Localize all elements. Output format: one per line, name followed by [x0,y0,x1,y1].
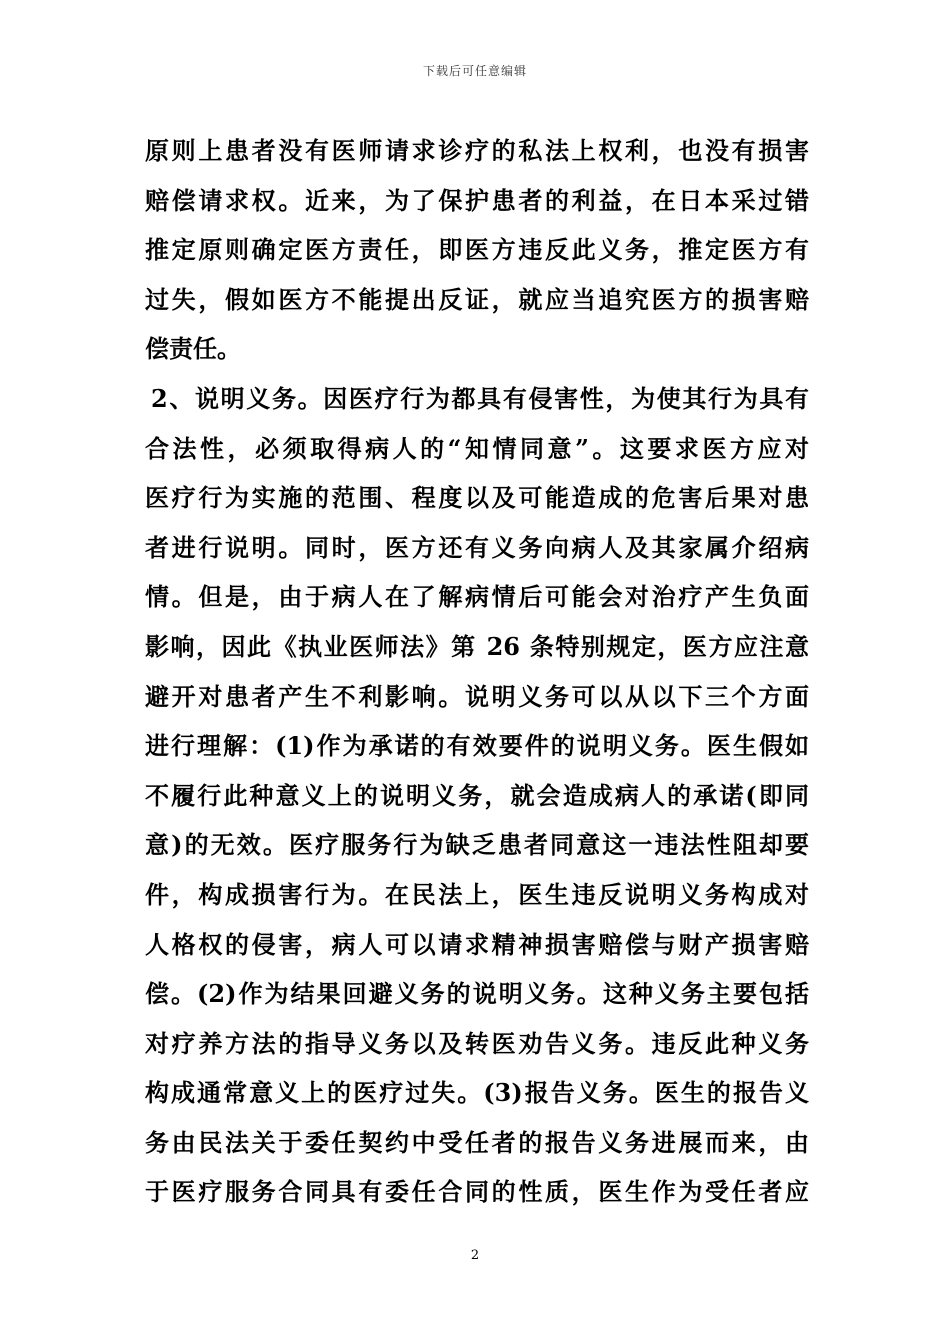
text-line: 对疗养方法的指导义务以及转医劝告义务。违反此种义务 [145,1028,809,1058]
page-number: 2 [470,1248,480,1263]
body-text [145,126,809,1217]
text-line: 2、说明义务。因医疗行为都具有侵害性，为使其行为具有 [151,383,809,413]
text-line: 者进行说明。同时，医方还有义务向病人及其家属介绍病 [145,532,809,562]
page-header: 下载后可任意编辑 [422,64,527,78]
text-line: 意)的无效。医疗服务行为缺乏患者同意这一违法性阻却要 [145,830,809,860]
text-line: 于医疗服务合同具有委任合同的性质，医生作为受任者应 [145,1177,809,1207]
text-line: 人格权的侵害，病人可以请求精神损害赔偿与财产损害赔 [145,929,809,959]
text-line: 赔偿请求权。近来，为了保护患者的利益，在日本采过错 [145,185,809,215]
text-line: 构成通常意义上的医疗过失。(3)报告义务。医生的报告义 [145,1078,809,1108]
text-line: 医疗行为实施的范围、程度以及可能造成的危害后果对患 [145,483,809,513]
text-line: 影响，因此《执业医师法》第 26 条特别规定，医方应注意 [145,631,809,661]
text-line: 推定原则确定医方责任，即医方违反此义务，推定医方有 [145,235,809,265]
text-line: 不履行此种意义上的说明义务，就会造成病人的承诺(即同 [145,780,809,810]
text-line: 过失，假如医方不能提出反证，就应当追究医方的损害赔 [145,284,809,314]
text-line: 避开对患者产生不利影响。说明义务可以从以下三个方面 [145,681,809,711]
text-line: 件，构成损害行为。在民法上，医生违反说明义务构成对 [145,879,809,909]
text-line: 进行理解：(1)作为承诺的有效要件的说明义务。医生假如 [145,731,809,761]
text-line: 偿。(2)作为结果回避义务的说明义务。这种义务主要包括 [145,979,809,1009]
text-line: 偿责任。 [145,334,241,364]
text-line: 合法性，必须取得病人的“知情同意”。这要求医方应对 [145,433,809,463]
text-line: 原则上患者没有医师请求诊疗的私法上权利，也没有损害 [145,136,809,165]
text-line: 情。但是，由于病人在了解病情后可能会对治疗产生负面 [145,582,809,612]
text-line: 务由民法关于委任契约中受任者的报告义务进展而来，由 [145,1127,809,1157]
